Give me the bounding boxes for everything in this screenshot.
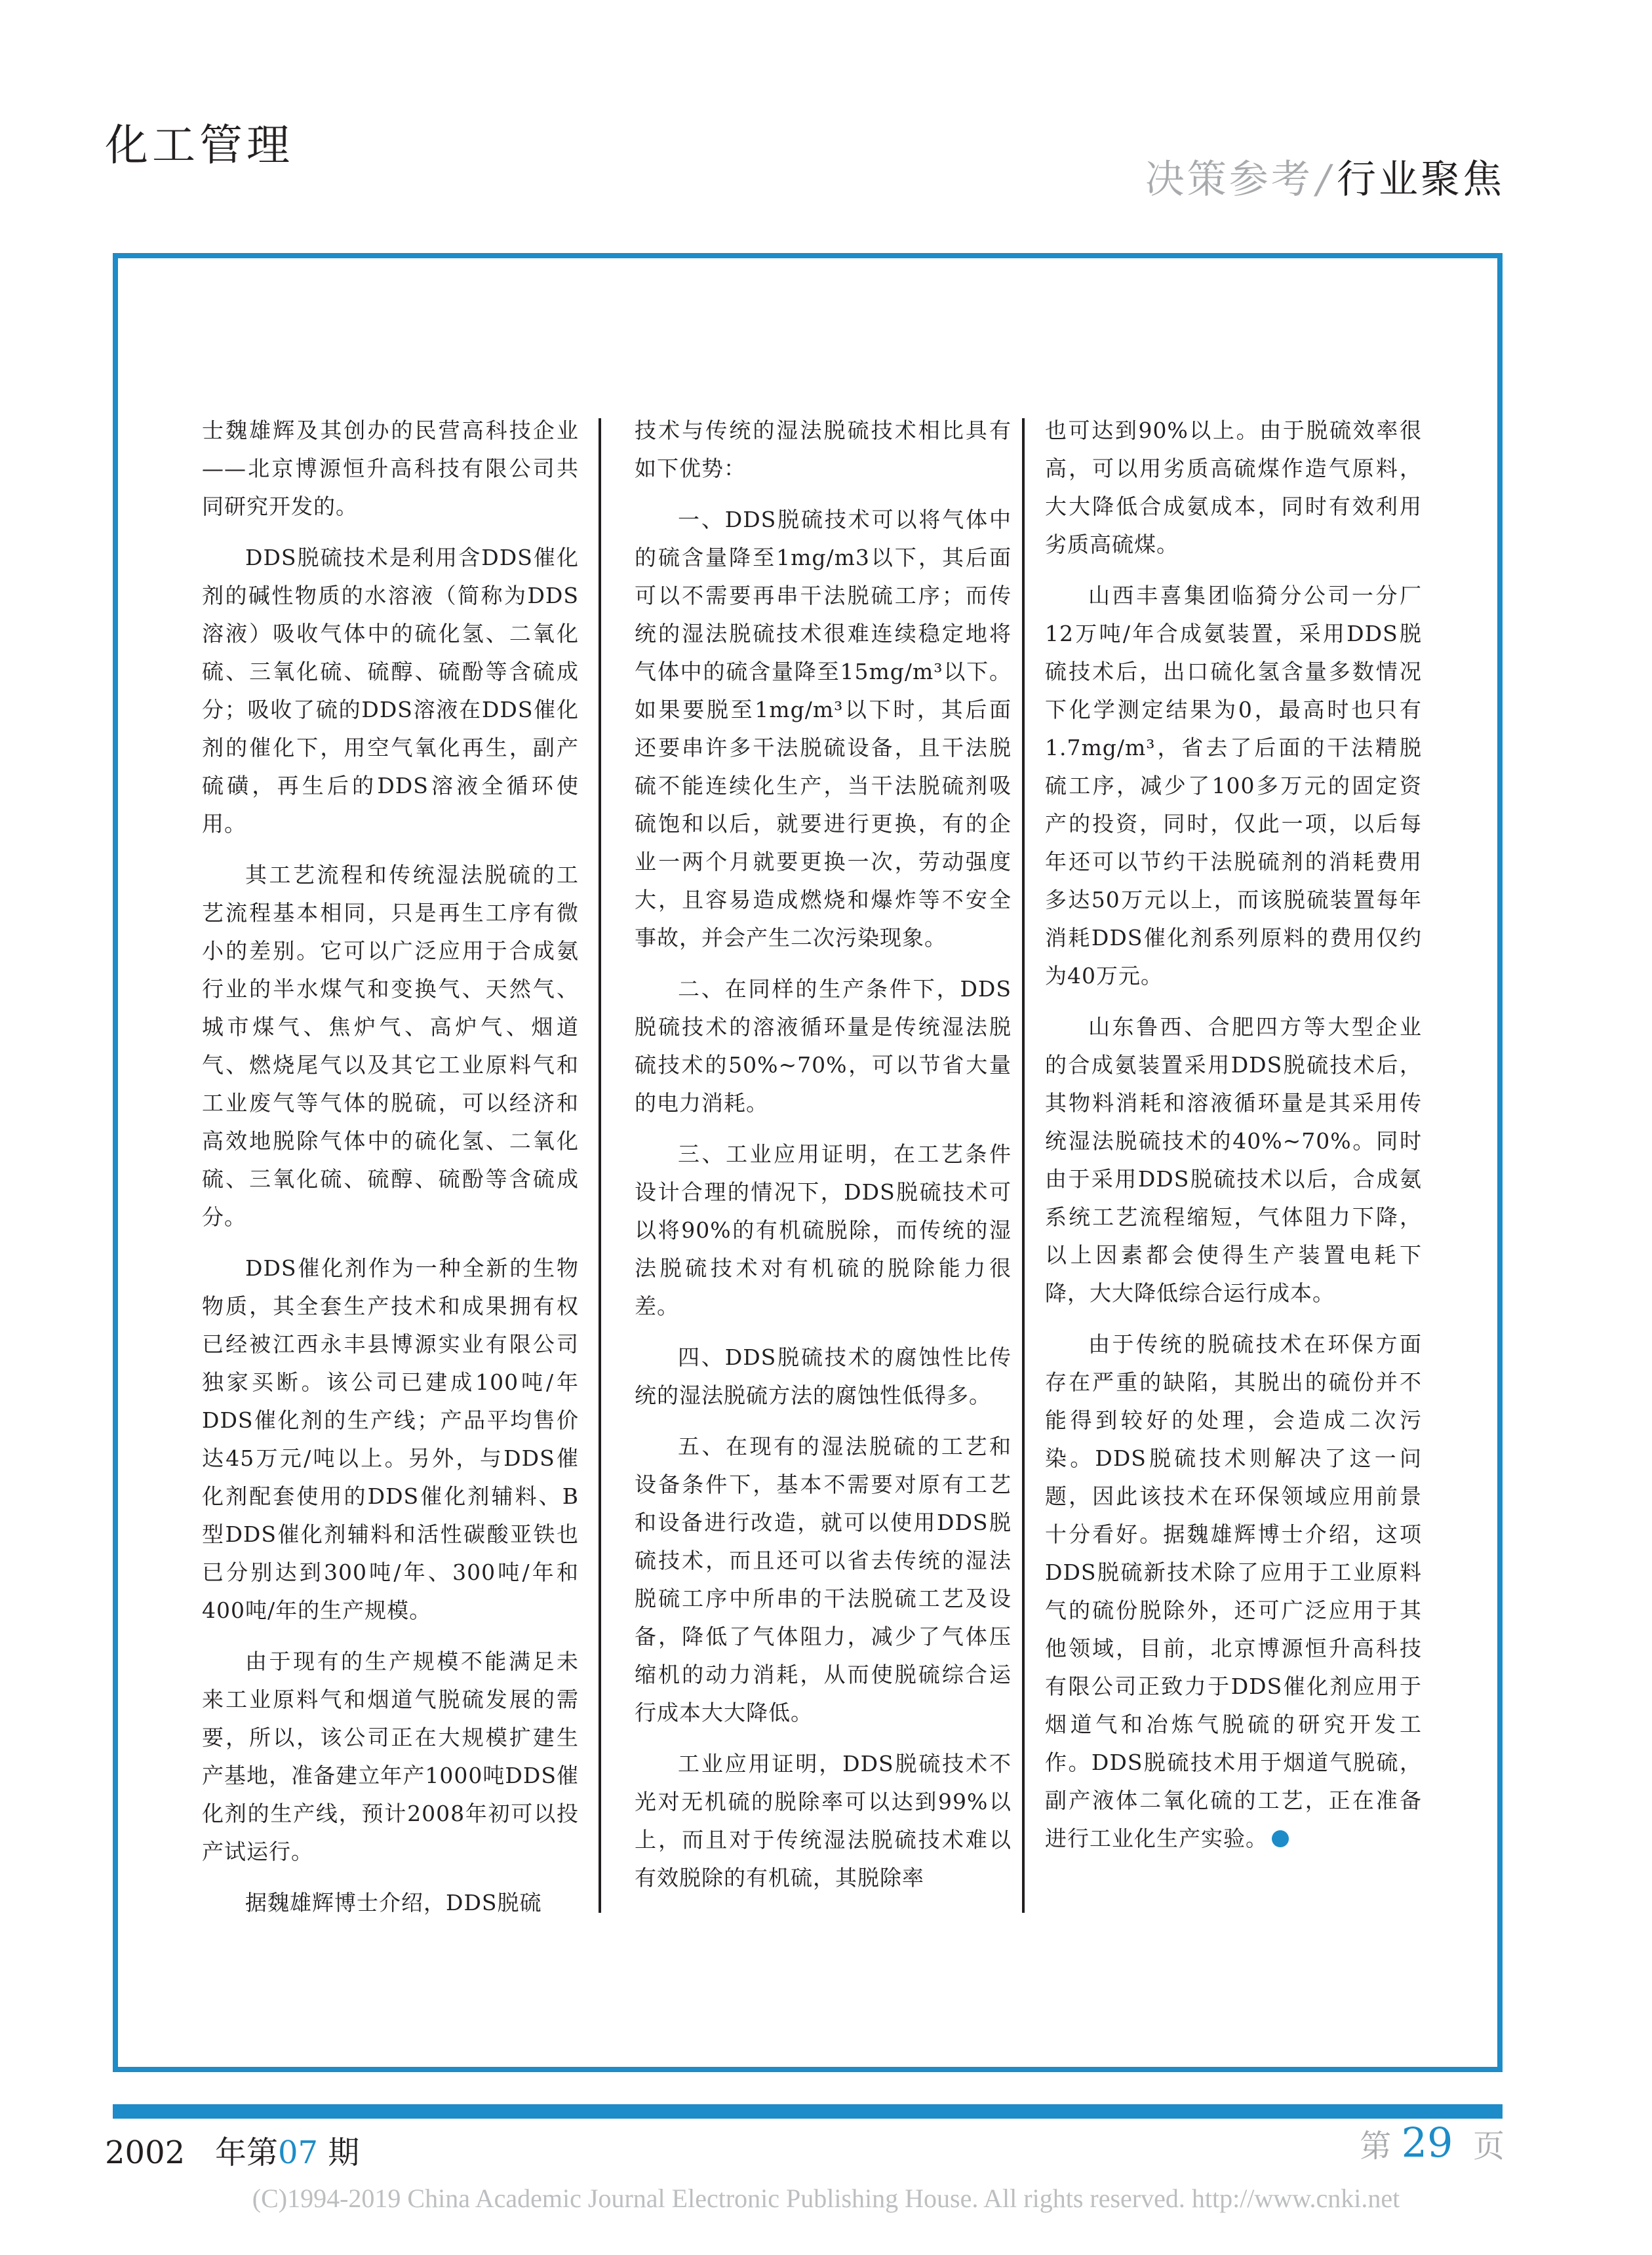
paragraph: DDS脱硫技术是利用含DDS催化剂的碱性物质的水溶液（简称为DDS溶液）吸收气体中的硫化氢、二氧化硫、三氧化硫、硫醇、硫酚等含硫成分；吸收了硫的DDS溶液在DDS催化剂的催化下，用空气氧化再生，副产硫磺，再生后的DDS溶液全循环使用。 <box>202 545 579 836</box>
issue-year: 2002 <box>105 2134 186 2171</box>
paragraph <box>1045 1325 1422 1858</box>
paragraph: DDS催化剂作为一种全新的生物物质，其全套生产技术和成果拥有权已经被江西永丰县博源实业有限公司独家买断。该公司已建成100吨/年DDS催化剂的生产线；产品平均售价达45万元/吨以上。另外，与DDS催化剂配套使用的DDS催化剂辅料、B型DDS催化剂辅料和活性碳酸亚铁也已分别达到300吨/年、300吨/年和400吨/年的生产规模。 <box>202 1255 579 1623</box>
paragraph: 一、DDS脱硫技术可以将气体中的硫含量降至1mg/m3以下，其后面可以不需要再串干法脱硫工序；而传统的湿法脱硫技术很难连续稳定地将气体中的硫含量降至15mg/m³以下。如果要脱至1mg/m³以下时，其后面还要串许多干法脱硫设备，且干法脱硫不能连续化生产，当干法脱硫剂吸硫饱和以后，就要进行更换，有的企业一两个月就要更换一次，劳动强度大，且容易造成燃烧和爆炸等不安全事故，并会产生二次污染现象。 <box>635 507 1012 951</box>
page-number <box>1360 2119 1504 2167</box>
issue-suffix: 期 <box>328 2134 360 2171</box>
paragraph-text: 由于传统的脱硫技术在环保方面存在严重的缺陷，其脱出的硫份并不能得到较好的处理，会造成二次污染。DDS脱硫技术则解决了这一问题，因此该技术在环保领域应用前景十分看好。据魏雄辉博士介绍，这项DDS脱硫新技术除了应用于工业原料气的硫份脱除外，还可广泛应用于其他领域，目前，北京博源恒升高科技有限公司正致力于DDS催化剂应用于烟道气和冶炼气脱硫的研究开发工作。DDS脱硫技术用于烟道气脱硫，副产液体二氧化硫的工艺，正在准备进行工业化生产实验。 <box>1045 1331 1422 1851</box>
issue-prefix: 年第 <box>214 2134 278 2171</box>
section-slash: / <box>1316 157 1333 203</box>
issue-number: 07 <box>277 2134 319 2171</box>
paragraph: 技术与传统的湿法脱硫技术相比具有如下优势： <box>635 418 1012 481</box>
page-suffix: 页 <box>1472 2128 1504 2165</box>
paragraph: 山西丰喜集团临猗分公司一分厂12万吨/年合成氨装置，采用DDS脱硫技术后，出口硫化氢含量多数情况下化学测定结果为0，最高时也只有1.7mg/m³，省去了后面的干法精脱硫工序，减少了100多万元的固定资产的投资，同时，仅此一项，以后每年还可以节约干法脱硫剂的消耗费用多达50万元以上，而该脱硫装置每年消耗DDS催化剂系列原料的费用仅约为40万元。 <box>1045 583 1422 989</box>
column-2 <box>635 412 1012 1910</box>
article-body <box>202 412 1441 1916</box>
column-1 <box>202 412 579 1935</box>
paragraph: 据魏雄辉博士介绍，DDS脱硫 <box>245 1890 542 1915</box>
column-divider <box>599 418 601 1913</box>
paragraph: 其工艺流程和传统湿法脱硫的工艺流程基本相同，只是再生工序有微小的差别。它可以广泛应用于合成氨行业的半水煤气和变换气、天然气、城市煤气、焦炉气、高炉气、烟道气、燃烧尾气以及其它工业原料气和工业废气等气体的脱硫，可以经济和高效地脱除气体中的硫化氢、二氧化硫、三氧化硫、硫醇、硫酚等含硫成分。 <box>202 862 579 1230</box>
paragraph: 二、在同样的生产条件下，DDS脱硫技术的溶液循环量是传统湿法脱硫技术的50%~70%，可以节省大量的电力消耗。 <box>635 976 1012 1116</box>
end-of-article-dot-icon <box>1272 1830 1289 1847</box>
section-sub-label: 行业聚焦 <box>1337 157 1504 203</box>
paragraph: 士魏雄辉及其创办的民营高科技企业——北京博源恒升高科技有限公司共同研究开发的。 <box>202 418 579 519</box>
paragraph: 也可达到90%以上。由于脱硫效率很高，可以用劣质高硫煤作造气原料，大大降低合成氨成本，同时有效利用劣质高硫煤。 <box>1045 418 1422 557</box>
page-num: 29 <box>1401 2119 1453 2167</box>
paragraph: 五、在现有的湿法脱硫的工艺和设备条件下，基本不需要对原有工艺和设备进行改造，就可以使用DDS脱硫技术，而且还可以省去传统的湿法脱硫工序中所串的干法脱硫工艺及设备，降低了气体阻力，减少了气体压缩机的动力消耗，从而使脱硫综合运行成本大大降低。 <box>635 1434 1012 1725</box>
issue-info <box>105 2127 359 2172</box>
footer-bar <box>113 2104 1503 2119</box>
column-3 <box>1045 412 1422 1871</box>
paragraph: 三、工业应用证明，在工艺条件设计合理的情况下，DDS脱硫技术可以将90%的有机硫脱除，而传统的湿法脱硫技术对有机硫的脱除能力很差。 <box>635 1141 1012 1319</box>
section-tag <box>1145 148 1504 205</box>
copyright-watermark: (C)1994-2019 China Academic Journal Electronic Publishing House. All rights reserved. http://www.cnki.net <box>252 2184 1400 2213</box>
paragraph: 工业应用证明，DDS脱硫技术不光对无机硫的脱除率可以达到99%以上，而且对于传统湿法脱硫技术难以有效脱除的有机硫，其脱除率 <box>635 1751 1012 1891</box>
page-prefix: 第 <box>1360 2128 1392 2165</box>
section-main-label: 决策参考 <box>1145 157 1313 203</box>
journal-title: 化工管理 <box>105 120 294 170</box>
paragraph: 山东鲁西、合肥四方等大型企业的合成氨装置采用DDS脱硫技术后，其物料消耗和溶液循环量是其采用传统湿法脱硫技术的40%~70%。同时由于采用DDS脱硫技术以后，合成氨系统工艺流程缩短，气体阻力下降，以上因素都会使得生产装置电耗下降，大大降低综合运行成本。 <box>1045 1014 1422 1306</box>
paragraph: 四、DDS脱硫技术的腐蚀性比传统的湿法脱硫方法的腐蚀性低得多。 <box>635 1344 1012 1408</box>
paragraph: 由于现有的生产规模不能满足未来工业原料气和烟道气脱硫发展的需要，所以，该公司正在大规模扩建生产基地，准备建立年产1000吨DDS催化剂的生产线，预计2008年初可以投产试运行。 <box>202 1649 579 1864</box>
column-divider <box>1022 418 1025 1913</box>
